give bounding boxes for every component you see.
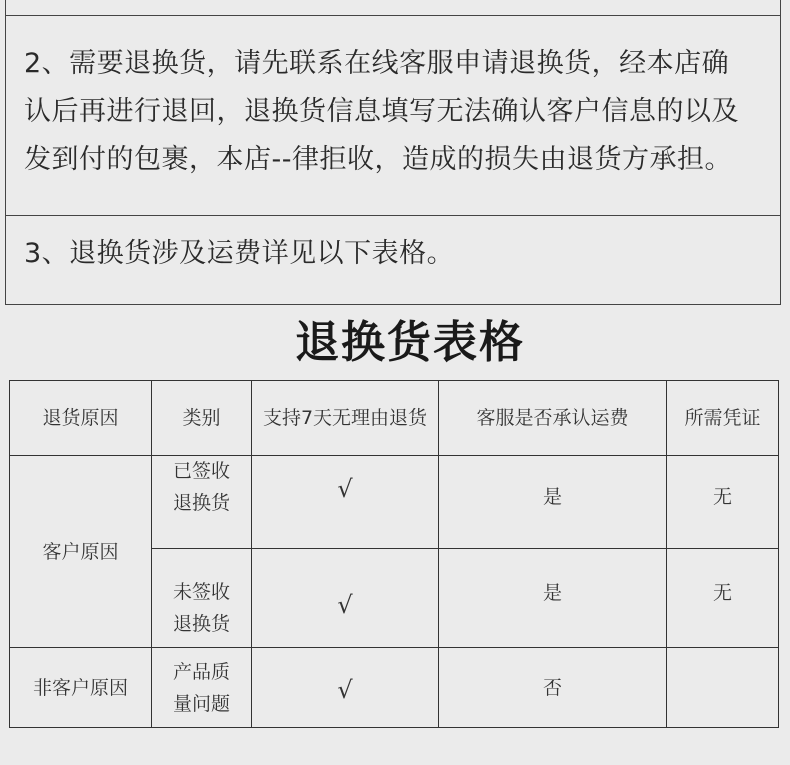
- category-signed-return: [152, 456, 251, 518]
- freight-quality: 否: [542, 676, 562, 699]
- proof-unsigned: 无: [712, 582, 732, 604]
- category-quality-issue-text: [173, 656, 230, 720]
- notice-item-3: [5, 216, 781, 305]
- category-quality-issue-line-1: 产品质: [172, 660, 230, 683]
- header-freight-acknowledged: 客服是否承认运费: [476, 407, 629, 429]
- reason-non-client: 非客户原因: [32, 676, 128, 699]
- notice-item-2-line-3: 发到付的包裹，本店--律拒收，造成的损失由退货方承担。: [24, 144, 732, 175]
- notice-item-2-text: [24, 40, 776, 184]
- notice-item-2-line-1: 2、需要退换货，请先联系在线客服申请退换货，经本店确: [24, 48, 730, 79]
- category-unsigned-return-text: [173, 576, 230, 640]
- category-signed-return-line-2: 退换货: [172, 492, 230, 514]
- notice-item-3-text: 3、退换货涉及运费详见以下表格。: [24, 238, 455, 269]
- category-signed-return-line-1: 已签收: [172, 460, 230, 482]
- freight-signed: 是: [542, 486, 562, 508]
- seven-day-check-signed: √: [337, 475, 353, 503]
- return-policy-table: [9, 380, 779, 728]
- freight-unsigned: 是: [542, 582, 562, 604]
- notice-top-strip: [5, 0, 781, 16]
- header-category: 类别: [182, 407, 221, 429]
- header-required-proof: 所需凭证: [684, 407, 761, 429]
- category-quality-issue-line-2: 量问题: [172, 692, 230, 715]
- category-unsigned-return: [152, 576, 251, 640]
- table-border-right: [778, 380, 779, 728]
- category-unsigned-return-line-2: 退换货: [172, 613, 230, 635]
- category-quality-issue: [152, 648, 251, 727]
- table-border-bottom: [9, 727, 779, 728]
- header-return-reason: 退货原因: [42, 407, 119, 429]
- notice-item-2-line-2: 认后再进行退回，退换货信息填写无法确认客户信息的以及: [24, 96, 739, 127]
- category-signed-return-text: [173, 455, 230, 519]
- table-title: [0, 312, 790, 374]
- header-seven-day-return: 支持7天无理由退货: [262, 407, 428, 429]
- seven-day-check-quality: √: [337, 676, 353, 704]
- table-title-text: 退换货表格: [295, 317, 525, 368]
- proof-quality: [667, 648, 778, 727]
- reason-client: 客户原因: [42, 540, 119, 563]
- category-unsigned-return-line-1: 未签收: [172, 581, 230, 603]
- proof-signed: 无: [712, 486, 732, 508]
- notice-item-2: [5, 16, 781, 216]
- seven-day-check-unsigned: √: [337, 591, 353, 619]
